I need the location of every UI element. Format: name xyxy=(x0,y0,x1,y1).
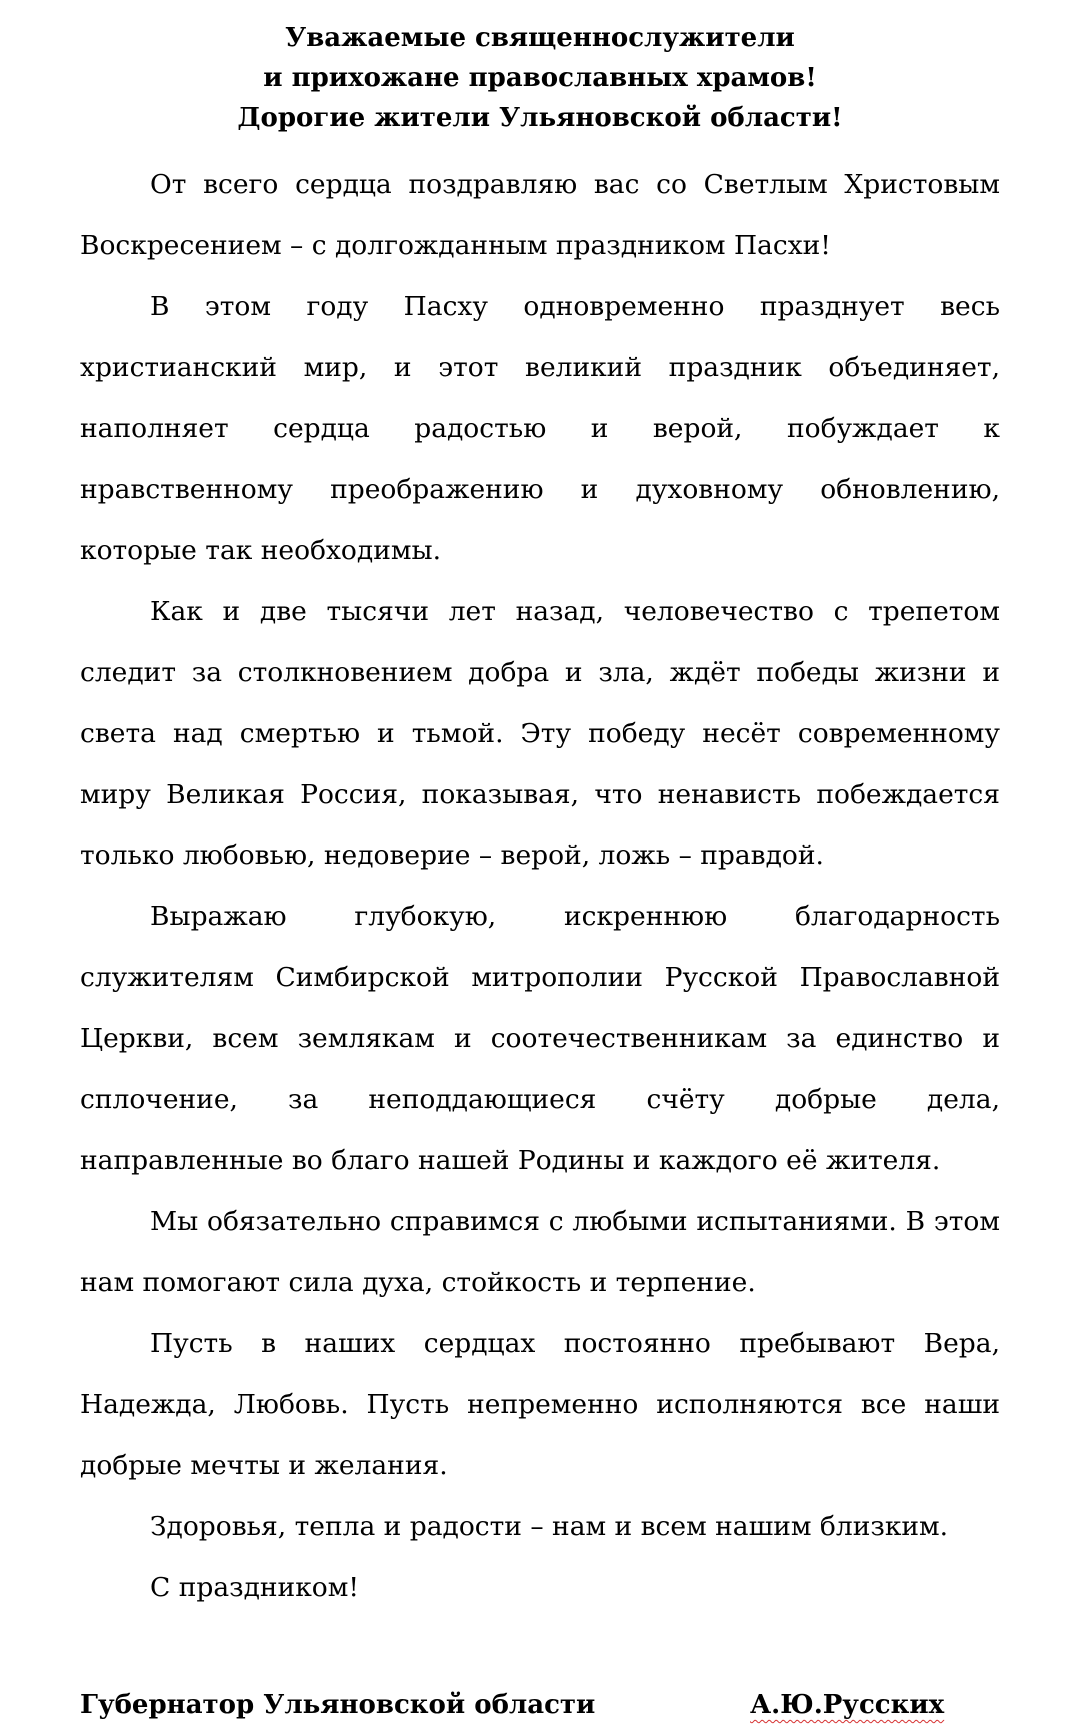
paragraph-gratitude: Выражаю глубокую, искреннюю благодарность служителям Симбирской митрополии Русской Православной Церкви, всем землякам и соотечественникам за единство и сплочение, за неподдающиеся счёту добрые дела, направленные во благо нашей Родины и каждого её жителя. xyxy=(80,901,1000,1176)
paragraph-faith-hope-love: Пусть в наших сердцах постоянно пребывают Вера, Надежда, Любовь. Пусть непременно исполняются все наши добрые мечты и желания. xyxy=(80,1328,1000,1481)
heading-line-1: Уважаемые священнослужители xyxy=(285,23,795,53)
signature-position: Губернатор Ульяновской области xyxy=(80,1690,596,1720)
signature-name: А.Ю.Русских xyxy=(750,1690,945,1720)
paragraph-congratulation: От всего сердца поздравляю вас со Светлым Христовым Воскресением – с долгожданным праздником Пасхи! xyxy=(80,169,1000,261)
paragraph-holiday: С праздником! xyxy=(150,1572,359,1603)
paragraph-good-vs-evil: Как и две тысячи лет назад, человечество с трепетом следит за столкновением добра и зла, ждёт победы жизни и света над смертью и тьмой. Эту победу несёт современному миру Великая Россия, показывая, что ненависть побеждается только любовью, недоверие – верой, ложь – правдой. xyxy=(80,596,1000,871)
heading-line-3: Дорогие жители Ульяновской области! xyxy=(237,103,843,133)
paragraph-trials: Мы обязательно справимся с любыми испытаниями. В этом нам помогают сила духа, стойкость и терпение. xyxy=(80,1206,1000,1298)
letter-body xyxy=(80,154,1000,1618)
greeting-heading xyxy=(80,18,1000,138)
paragraph-wishes: Здоровья, тепла и радости – нам и всем нашим близким. xyxy=(150,1511,949,1542)
paragraph-easter-unity: В этом году Пасху одновременно празднует весь христианский мир, и этот великий праздник объединяет, наполняет сердца радостью и верой, побуждает к нравственному преображению и духовному обновлению, которые так необходимы. xyxy=(80,291,1000,566)
heading-line-2: и прихожане православных храмов! xyxy=(263,63,817,93)
signature-block xyxy=(80,1688,1000,1722)
